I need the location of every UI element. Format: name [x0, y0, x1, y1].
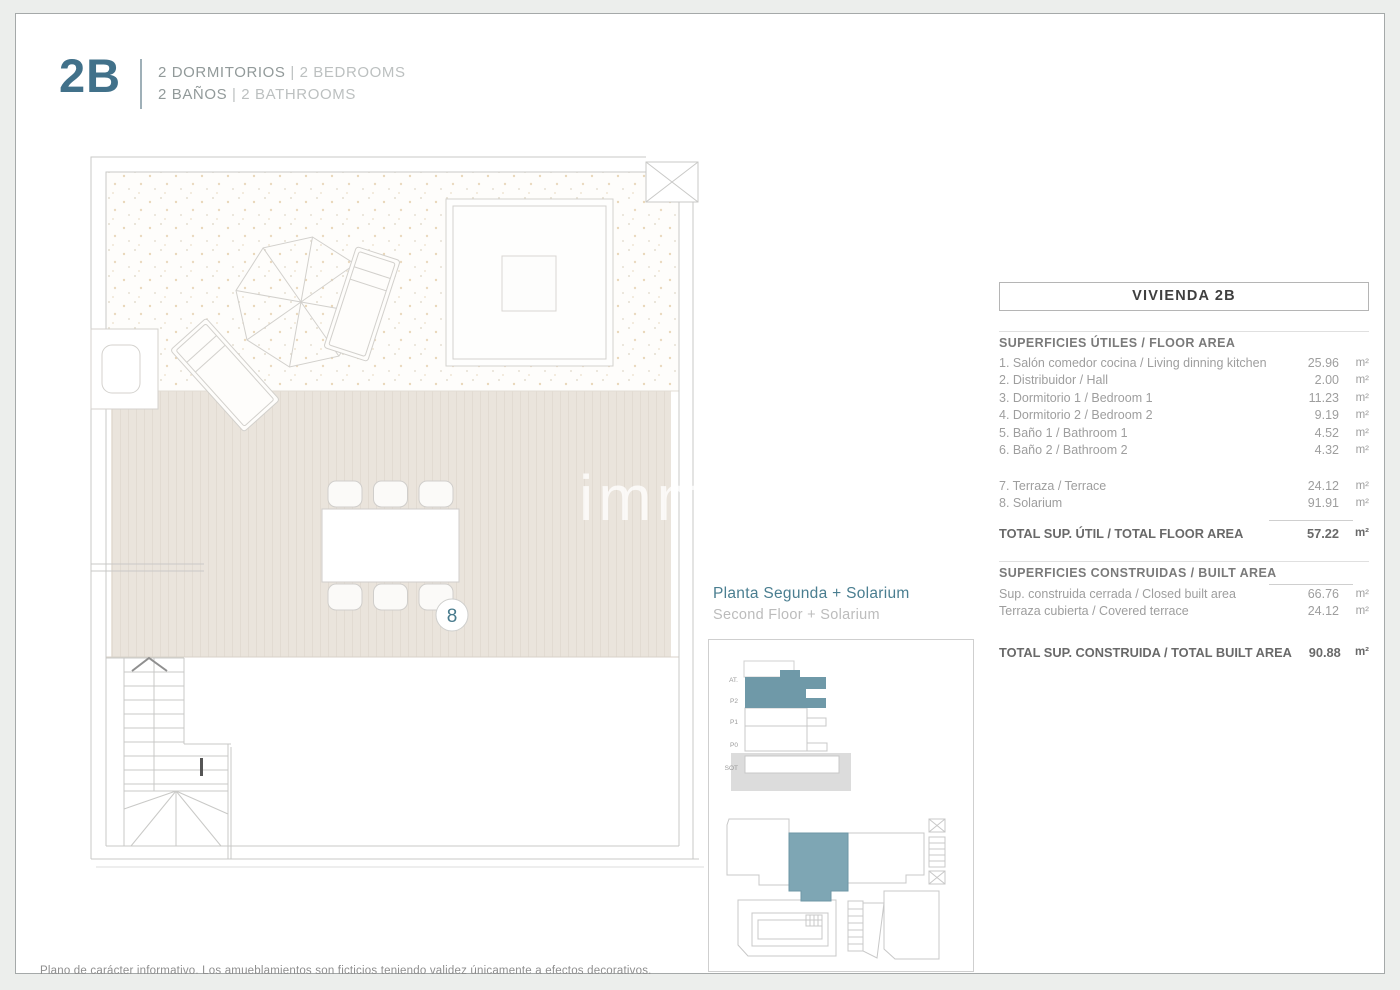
header-bathrooms-line: [158, 86, 356, 103]
row-unit: m²: [1355, 497, 1369, 510]
section-floor-area: SUPERFICIES ÚTILES / FLOOR AREA: [999, 331, 1369, 354]
svg-text:8: 8: [446, 606, 458, 627]
room-8-marker: [436, 599, 468, 631]
vent-shaft-icon: [646, 162, 698, 202]
total-floor-area-row: [999, 521, 1369, 545]
floor-label: P2: [730, 698, 738, 705]
dining-table: [322, 481, 459, 610]
floor-label: AT.: [729, 677, 738, 684]
row-label: 5. Baño 1 / Bathroom 1: [999, 425, 1128, 440]
table-title: VIVIENDA 2B: [999, 282, 1369, 311]
row-value: 9.19: [1314, 408, 1339, 423]
row-value: 24.12: [1307, 478, 1339, 493]
row-unit: m²: [1355, 356, 1369, 369]
row-value: 2.00: [1314, 373, 1339, 388]
table-row: [999, 372, 1369, 390]
table-row: [999, 477, 1369, 495]
total-value: 90.88: [1308, 644, 1341, 660]
total-built-area-row: [999, 640, 1369, 664]
row-value: 24.12: [1307, 604, 1339, 619]
total-label: TOTAL SUP. CONSTRUIDA / TOTAL BUILT AREA: [999, 644, 1292, 660]
row-label: 8. Solarium: [999, 496, 1063, 511]
row-value: 11.23: [1308, 390, 1339, 405]
floor-plan-drawing: [76, 149, 716, 879]
table-row: [999, 407, 1369, 425]
watermark: imm: [579, 462, 715, 534]
unit-code: 2B: [59, 49, 122, 102]
row-value: 25.96: [1307, 355, 1339, 370]
elevation-diagram: [709, 648, 973, 806]
section-built-area: SUPERFICIES CONSTRUIDAS / BUILT AREA: [999, 561, 1369, 584]
row-unit: m²: [1355, 444, 1369, 457]
spa: [91, 329, 158, 409]
row-label: 6. Baño 2 / Bathroom 2: [999, 443, 1128, 458]
table-row: [999, 424, 1369, 442]
door-mark: [200, 758, 203, 776]
bedrooms-en: | 2 BEDROOMS: [290, 64, 406, 81]
skylight: [446, 199, 613, 366]
header-divider: [140, 59, 142, 109]
location-panel: [708, 639, 974, 972]
highlighted-unit: [789, 833, 848, 901]
total-label: TOTAL SUP. ÚTIL / TOTAL FLOOR AREA: [999, 525, 1244, 541]
table-row: [999, 495, 1369, 513]
row-value: 91.91: [1307, 496, 1339, 511]
row-label: 4. Dormitorio 2 / Bedroom 2: [999, 408, 1153, 423]
stairs-up-arrow-icon: [132, 658, 167, 671]
header-bedrooms-line: [158, 64, 406, 81]
row-value: 66.76: [1307, 586, 1339, 601]
row-unit: m²: [1355, 374, 1369, 387]
table-row: [999, 585, 1369, 603]
row-value: 4.52: [1314, 425, 1339, 440]
plan-sheet-page: [15, 13, 1385, 977]
disclaimer-text: Plano de carácter informativo. Los amueblamientos son ficticios teniendo validez únicamente a efectos decorativos.: [40, 965, 652, 977]
row-label: Terraza cubierta / Covered terrace: [999, 604, 1189, 619]
floor-title-en: Second Floor + Solarium: [713, 607, 880, 623]
bathrooms-en: | 2 BATHROOMS: [232, 86, 356, 103]
row-unit: m²: [1355, 587, 1369, 600]
bathrooms-es: 2 BAÑOS: [158, 86, 228, 103]
table-row: [999, 603, 1369, 621]
total-value: 57.22: [1306, 525, 1339, 541]
floor-label: P1: [730, 719, 738, 726]
table-row: [999, 442, 1369, 460]
row-unit: m²: [1355, 409, 1369, 422]
row-label: 7. Terraza / Terrace: [999, 478, 1107, 493]
table-row: [999, 354, 1369, 372]
table-row: [999, 389, 1369, 407]
row-value: 4.32: [1314, 443, 1339, 458]
row-label: 3. Dormitorio 1 / Bedroom 1: [999, 390, 1153, 405]
row-label: 1. Salón comedor cocina / Living dinning kitchen: [999, 355, 1267, 370]
stairs: [106, 658, 231, 859]
total-unit: m²: [1354, 646, 1369, 658]
total-unit: m²: [1354, 527, 1369, 539]
row-label: 2. Distribuidor / Hall: [999, 373, 1109, 388]
floor-label: P0: [730, 742, 738, 749]
areas-table: [999, 282, 1369, 664]
floor-title-es: Planta Segunda + Solarium: [713, 585, 910, 602]
row-unit: m²: [1355, 391, 1369, 404]
siteplan-diagram: [709, 805, 973, 973]
bedrooms-es: 2 DORMITORIOS: [158, 64, 286, 81]
floor-label: SOT: [724, 765, 738, 772]
row-unit: m²: [1355, 605, 1369, 618]
row-unit: m²: [1355, 479, 1369, 492]
row-unit: m²: [1355, 426, 1369, 439]
row-label: Sup. construida cerrada / Closed built area: [999, 586, 1236, 601]
